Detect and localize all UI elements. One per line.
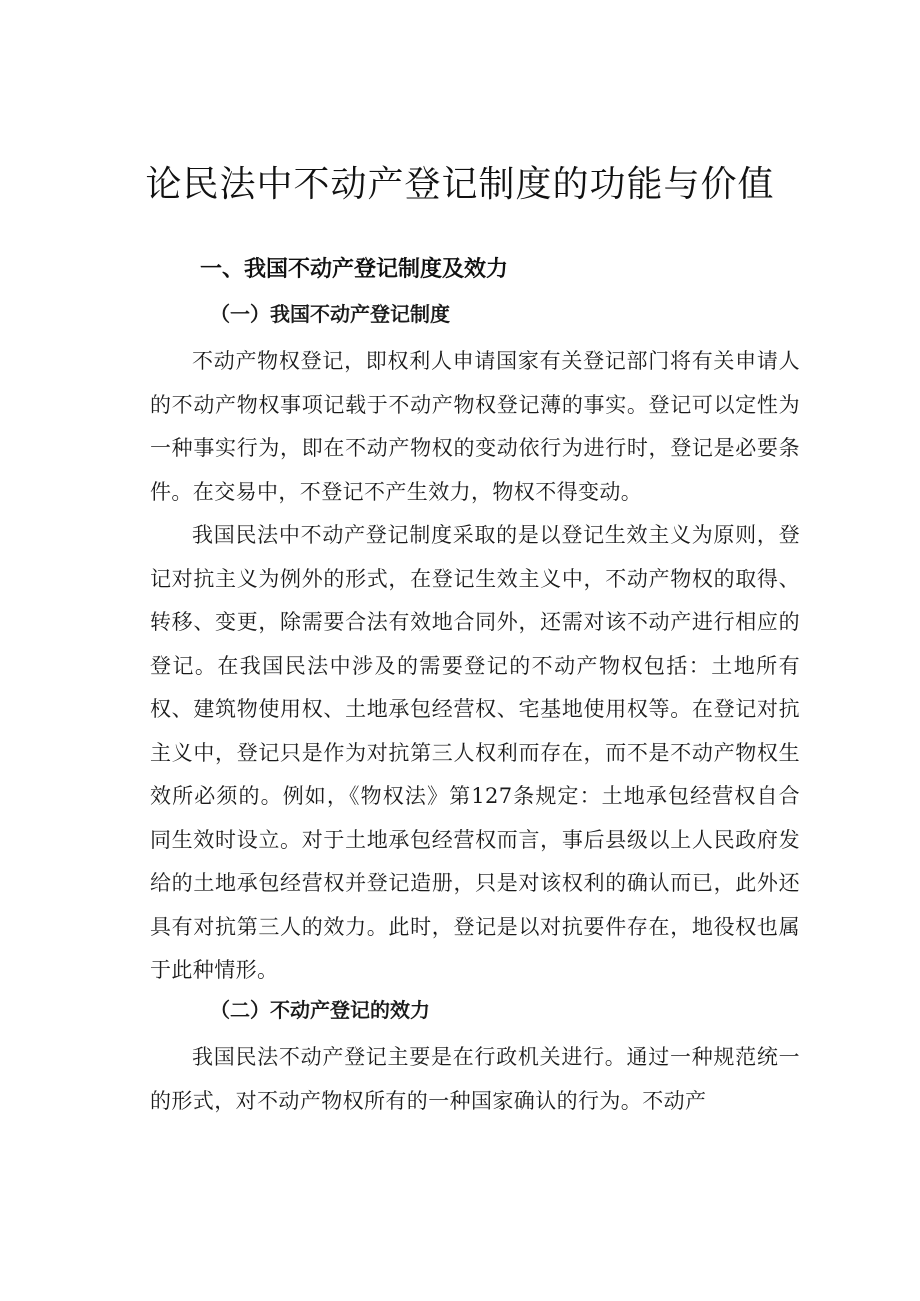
subsection-heading-1: （一）我国不动产登记制度 [210, 302, 450, 326]
paragraph-registration-definition: 不动产物权登记，即权利人申请国家有关登记部门将有关申请人的不动产物权事项记载于不动产物权登记薄的事实。登记可以定性为一种事实行为，即在不动产物权的变动依行为进行时，登记是必要条件。在交易中，不登记不产生效力，物权不得变动。 [150, 349, 800, 504]
section-heading-1: 一、我国不动产登记制度及效力 [200, 257, 509, 282]
document-title: 论民法中不动产登记制度的功能与价值 [145, 164, 775, 205]
paragraph-registration-principle: 我国民法中不动产登记制度采取的是以登记生效主义为原则，登记对抗主义为例外的形式，在登记生效主义中，不动产物权的取得、转移、变更，除需要合法有效地合同外，还需对该不动产进行相应的登记。在我国民法中涉及的需要登记的不动产物权包括：土地所有权、建筑物使用权、土地承包经营权、宅基地使用权等。在登记对抗主义中，登记只是作为对抗第三人权利而存在，而不是不动产物权生效所必须的。例如，《物权法》第127条规定：土地承包经营权自合同生效时设立。对于土地承包经营权而言，事后县级以上人民政府发给的土地承包经营权并登记造册，只是对该权利的确认而已，此外还具有对抗第三人的效力。此时，登记是以对抗要件存在，地役权也属于此种情形。 [150, 523, 800, 982]
subsection-heading-2: （二）不动产登记的效力 [210, 998, 430, 1022]
paragraph-registration-effect: 我国民法不动产登记主要是在行政机关进行。通过一种规范统一的形式，对不动产物权所有的一种国家确认的行为。不动产 [150, 1045, 800, 1113]
